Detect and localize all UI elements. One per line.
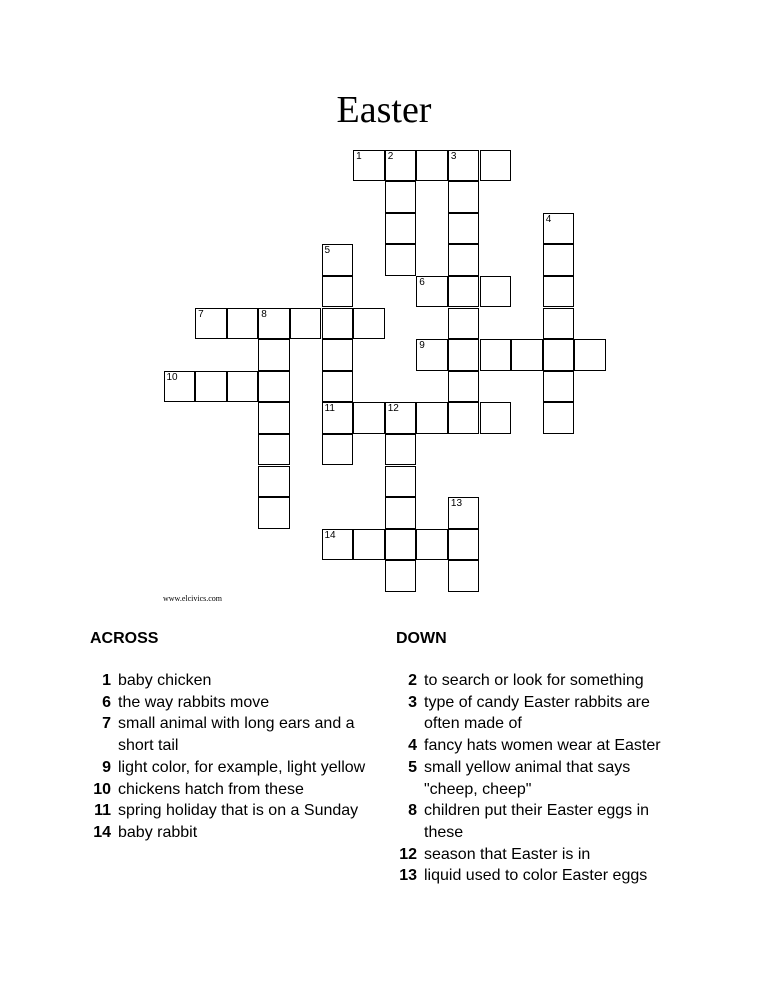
crossword-cell[interactable] [448, 213, 480, 245]
crossword-cell[interactable] [258, 371, 290, 403]
crossword-cell[interactable] [448, 276, 480, 308]
crossword-cell[interactable] [258, 339, 290, 371]
across-clue [90, 692, 380, 714]
crossword-cell[interactable] [543, 308, 575, 340]
down-clue [396, 800, 686, 843]
clue-text: fancy hats women wear at Easter [424, 737, 661, 755]
crossword-cell[interactable] [353, 308, 385, 340]
cell-number: 1 [356, 150, 362, 162]
cell-number: 14 [324, 529, 336, 541]
crossword-cell[interactable] [448, 497, 480, 529]
crossword-cell[interactable] [258, 497, 290, 529]
crossword-cell[interactable] [448, 529, 480, 561]
crossword-cell[interactable] [195, 371, 227, 403]
crossword-cell[interactable] [258, 434, 290, 466]
crossword-cell[interactable] [543, 371, 575, 403]
crossword-cell[interactable] [448, 308, 480, 340]
crossword-cell[interactable] [416, 276, 448, 308]
cell-number: 4 [545, 213, 552, 225]
across-clue [90, 670, 380, 692]
clue-number: 10 [93, 780, 111, 798]
crossword-cell[interactable] [322, 339, 354, 371]
clue-text: spring holiday that is on a Sunday [118, 802, 359, 820]
across-clue [90, 800, 380, 822]
crossword-cell[interactable] [258, 308, 290, 340]
crossword-cell[interactable] [164, 371, 196, 403]
crossword-cell[interactable] [322, 244, 354, 276]
crossword-cell[interactable] [448, 181, 480, 213]
crossword-cell[interactable] [227, 308, 259, 340]
crossword-cell[interactable] [385, 402, 417, 434]
cell-number: 5 [324, 245, 331, 257]
crossword-cell[interactable] [195, 308, 227, 340]
crossword-cell[interactable] [258, 466, 290, 498]
crossword-cell[interactable] [543, 402, 575, 434]
clue-text: baby rabbit [118, 823, 198, 841]
clue-number: 3 [408, 693, 417, 711]
crossword-cell[interactable] [322, 371, 354, 403]
website-credit: www.elcivics.com [163, 594, 223, 603]
puzzle-title: Easter [336, 89, 432, 131]
down-clue [396, 692, 686, 735]
cell-number: 13 [450, 498, 463, 510]
down-clue [396, 757, 686, 800]
crossword-cell[interactable] [353, 150, 385, 182]
cell-number: 3 [450, 150, 457, 162]
clue-number: 5 [408, 758, 417, 776]
crossword-cell[interactable] [322, 402, 354, 434]
clue-number: 11 [94, 802, 111, 820]
crossword-cell[interactable] [480, 339, 512, 371]
crossword-cell[interactable] [385, 213, 417, 245]
cell-number: 2 [387, 150, 394, 162]
down-clue [396, 844, 686, 866]
cell-number: 6 [419, 276, 425, 288]
cell-number: 8 [261, 308, 267, 320]
crossword-cell[interactable] [543, 244, 575, 276]
crossword-cell[interactable] [416, 150, 448, 182]
clue-number: 9 [102, 758, 111, 776]
across-clue [90, 779, 380, 801]
clue-number: 4 [408, 737, 417, 755]
crossword-cell[interactable] [448, 560, 480, 592]
down-heading: DOWN [396, 630, 447, 647]
down-clue [396, 735, 686, 757]
clue-text: light color, for example, light yellow [118, 758, 366, 776]
clue-number: 14 [93, 823, 111, 841]
clue-text: small yellow animal that says "cheep, cheep" [424, 758, 631, 798]
across-clue [90, 822, 380, 844]
crossword-cell[interactable] [543, 276, 575, 308]
crossword-cell[interactable] [480, 276, 512, 308]
cell-number: 12 [387, 403, 399, 415]
clue-number: 8 [408, 802, 417, 820]
clue-text: to search or look for something [424, 672, 644, 689]
crossword-cell[interactable] [480, 402, 512, 434]
clue-text: type of candy Easter rabbits are often made of [424, 693, 650, 733]
crossword-cell[interactable] [511, 339, 543, 371]
crossword-cell[interactable] [448, 402, 480, 434]
clue-number: 7 [102, 715, 111, 733]
clue-text: chickens hatch from these [118, 780, 304, 798]
crossword-cell[interactable] [448, 339, 480, 371]
crossword-cell[interactable] [322, 276, 354, 308]
crossword-cell[interactable] [385, 497, 417, 529]
crossword-cell[interactable] [322, 529, 354, 561]
clue-number: 1 [102, 672, 111, 689]
clue-text: the way rabbits move [118, 693, 270, 711]
crossword-cell[interactable] [480, 150, 512, 182]
crossword-cell[interactable] [322, 308, 354, 340]
cell-number: 9 [419, 340, 425, 352]
crossword-cell[interactable] [258, 402, 290, 434]
crossword-cell[interactable] [385, 244, 417, 276]
crossword-cell[interactable] [353, 529, 385, 561]
crossword-cell[interactable] [322, 434, 354, 466]
clue-text: season that Easter is in [424, 845, 591, 863]
crossword-cell[interactable] [385, 560, 417, 592]
crossword-cell[interactable] [290, 308, 322, 340]
crossword-cell[interactable] [543, 339, 575, 371]
across-heading: ACROSS [90, 630, 159, 647]
down-clues [396, 630, 686, 887]
clue-text: baby chicken [118, 672, 212, 689]
down-clue [396, 865, 686, 887]
cell-number: 10 [166, 371, 178, 383]
crossword-cell[interactable] [385, 181, 417, 213]
cell-number: 11 [324, 403, 335, 415]
cell-number: 7 [198, 308, 204, 320]
crossword-cell[interactable] [448, 244, 480, 276]
crossword-cell[interactable] [385, 150, 417, 182]
crossword-cell[interactable] [448, 150, 480, 182]
crossword-cell[interactable] [353, 402, 385, 434]
across-clue [90, 713, 380, 756]
clue-number: 13 [399, 867, 417, 885]
crossword-cell[interactable] [416, 402, 448, 434]
clue-text: children put their Easter eggs in these [424, 802, 650, 841]
crossword-cell[interactable] [385, 466, 417, 498]
down-clue [396, 670, 686, 692]
across-clue-list [90, 670, 380, 844]
clue-text: small animal with long ears and a short tail [118, 715, 355, 755]
crossword-cell[interactable] [416, 339, 448, 371]
across-clue [90, 757, 380, 779]
crossword-cell[interactable] [227, 371, 259, 403]
crossword-cell[interactable] [574, 339, 606, 371]
clue-number: 6 [102, 693, 111, 711]
crossword-cell[interactable] [543, 213, 575, 245]
crossword-cell[interactable] [385, 529, 417, 561]
clue-text: liquid used to color Easter eggs [424, 867, 648, 885]
down-clue-list [396, 670, 686, 887]
clue-number: 12 [399, 845, 417, 863]
crossword-cell[interactable] [448, 371, 480, 403]
clue-number: 2 [408, 672, 417, 689]
crossword-cell[interactable] [385, 434, 417, 466]
crossword-cell[interactable] [416, 529, 448, 561]
across-clues [90, 630, 380, 844]
